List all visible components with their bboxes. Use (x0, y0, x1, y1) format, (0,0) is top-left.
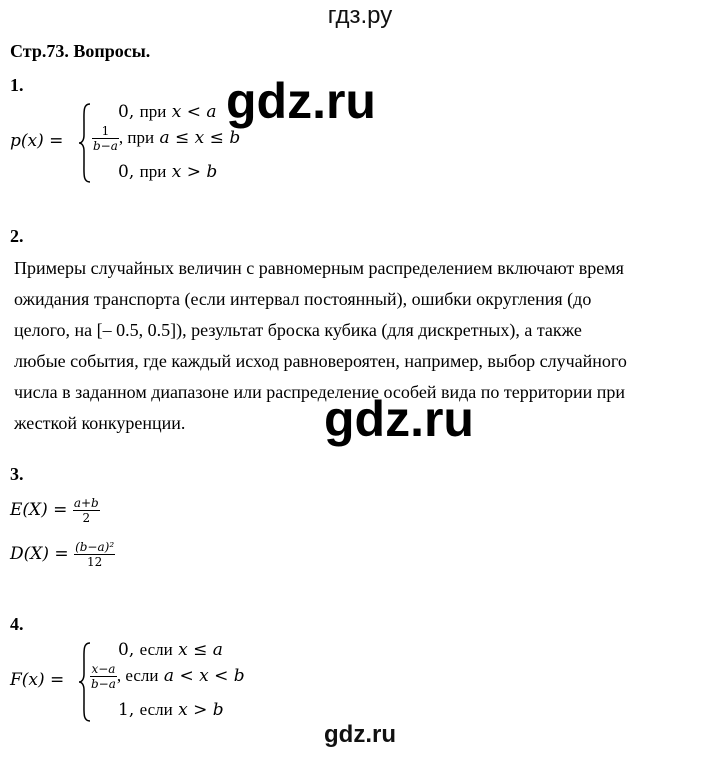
watermark-logo: gdz.ru (324, 391, 474, 447)
page-title: Стр.73. Вопросы. (10, 41, 151, 61)
q4-formula-lhs (10, 670, 64, 690)
q4-case1-value: 0, (118, 640, 135, 660)
q4-case2-condition: a < x < b (163, 666, 245, 686)
q4-case3-condition: x > b (178, 700, 224, 720)
q3-expectation-lhs: E(X) = (10, 500, 68, 520)
q1-case2-fraction (92, 124, 119, 153)
q3-variance-fraction (74, 540, 115, 569)
q4-case1-word: если (139, 640, 173, 659)
question-3-number: 3. (10, 464, 24, 484)
q3-expectation-formula (10, 496, 100, 525)
answer-line: Примеры случайных величин с равномерным распределением включают время (14, 258, 624, 278)
answer-line: ожидания транспорта (если интервал постоянный), ошибки округления (до (14, 289, 592, 309)
site-header-label: гдз.ру (327, 2, 393, 29)
q1-case2-word: , при (118, 128, 155, 147)
question-2-number: 2. (10, 226, 24, 246)
q1-case-3 (118, 162, 217, 182)
question-4-number: 4. (10, 614, 24, 634)
q4-lhs-text: F(x) = (10, 670, 65, 690)
answer-line: жесткой конкуренции. (14, 413, 186, 433)
site-footer-label: gdz.ru (324, 721, 396, 748)
question-2-answer (14, 253, 714, 439)
answer-line: любые события, где каждый исход равновероятен, например, выбор случайного (14, 351, 627, 371)
q4-case1-condition: x ≤ a (178, 640, 223, 660)
question-1-number: 1. (10, 75, 24, 95)
q4-case2-denominator: b−a (91, 677, 116, 691)
q1-case2-condition: a ≤ x ≤ b (159, 128, 241, 148)
q1-case3-value: 0, (118, 162, 135, 182)
answer-line: целого, на [– 0.5, 0.5]), результат броска кубика (для дискретных), а также (14, 320, 582, 340)
q4-case2-fraction (90, 662, 117, 691)
q1-case1-value: 0, (118, 102, 135, 122)
watermark-logo: gdz.ru (226, 73, 376, 129)
q1-case2-numerator: 1 (92, 124, 119, 139)
q4-case3-value: 1, (118, 700, 135, 720)
q1-case-1 (118, 102, 217, 122)
q1-case1-word: при (139, 102, 167, 121)
q4-case-2 (90, 662, 245, 691)
q4-case2-numerator: x−a (91, 662, 116, 676)
q1-case3-word: при (139, 162, 167, 181)
q3-variance-denominator: 12 (86, 555, 103, 569)
q4-case-1 (118, 640, 223, 660)
q1-lhs-text: p(x) = (10, 131, 64, 151)
q1-left-brace (78, 102, 92, 184)
q1-case-2 (92, 124, 240, 153)
q4-case3-word: если (139, 700, 173, 719)
q1-case1-condition: x < a (171, 102, 217, 122)
q3-variance-numerator: (b−a)² (75, 540, 115, 554)
q3-variance-lhs: D(X) = (10, 544, 69, 564)
q3-expectation-denominator: 2 (82, 511, 91, 525)
q1-formula-lhs (10, 131, 63, 151)
q4-case2-word: , если (116, 666, 159, 685)
q1-case2-denominator: b−a (93, 139, 118, 153)
q1-case3-condition: x > b (171, 162, 218, 182)
q3-expectation-numerator: a+b (73, 496, 99, 510)
answer-line: числа в заданном диапазоне или распределение особей вида по территории при (14, 382, 626, 402)
q3-expectation-fraction (73, 496, 100, 525)
q4-case-3 (118, 700, 224, 720)
q3-variance-formula (10, 540, 115, 569)
